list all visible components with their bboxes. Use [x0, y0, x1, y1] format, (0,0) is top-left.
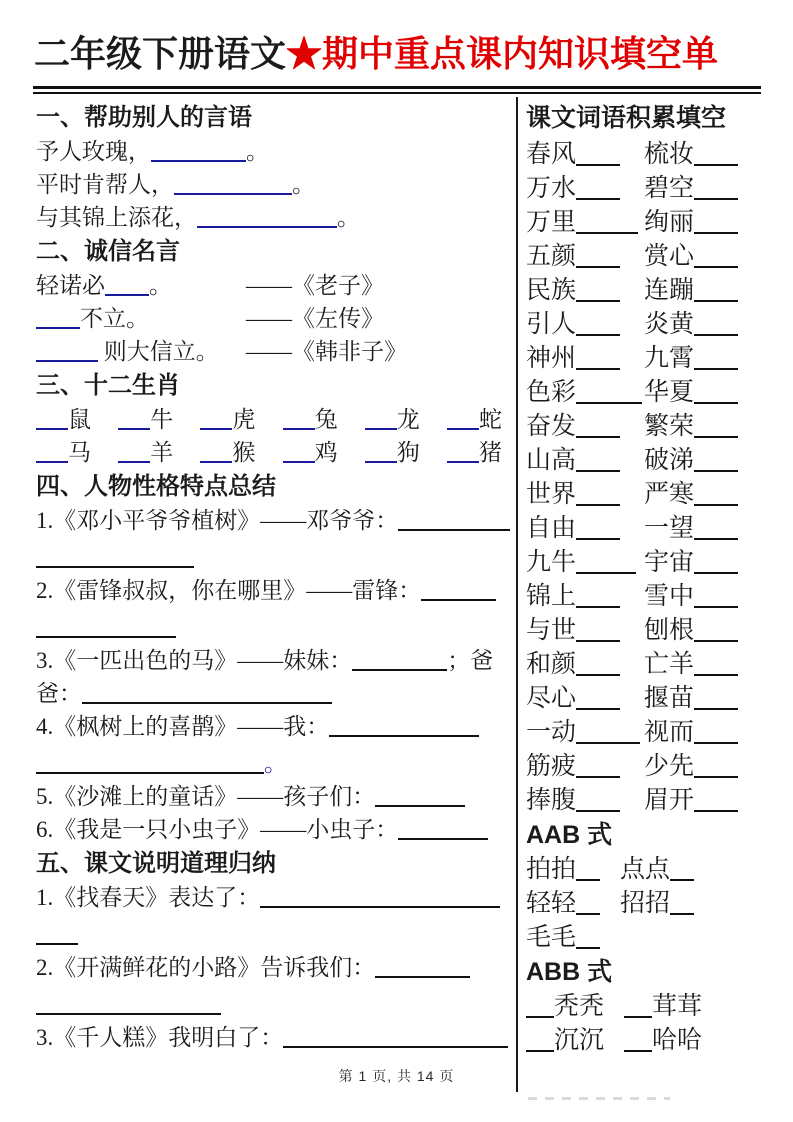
word-pair-row	[526, 682, 758, 716]
word-stem: 视而	[644, 719, 695, 746]
word-stem: 哈哈	[652, 1027, 703, 1054]
word-pair-row	[526, 138, 758, 172]
blank-underline	[283, 408, 315, 430]
blank-underline	[36, 307, 80, 329]
blank-underline	[694, 380, 738, 404]
word-pair-row	[526, 376, 758, 410]
blank-underline	[694, 414, 738, 438]
text-run: 2.《开满鲜花的小路》告诉我们：	[36, 955, 376, 980]
word-pair-cell	[526, 580, 644, 614]
fill-line	[36, 135, 512, 168]
blank-underline	[36, 923, 78, 945]
zodiac-animal: 猴	[232, 440, 256, 465]
zodiac-animal: 马	[68, 440, 91, 465]
word-pair-cell	[644, 342, 738, 376]
word-pair-list	[526, 138, 758, 1058]
quote-source: ——《左传》	[246, 306, 384, 331]
quote-source: ——《韩非子》	[246, 339, 407, 364]
blank-underline	[576, 652, 620, 676]
word-pair-row	[526, 853, 758, 887]
blank-underline	[576, 176, 620, 200]
column-divider	[516, 97, 518, 1092]
blank-underline	[576, 516, 620, 540]
word-pair-cell	[644, 750, 738, 784]
blank-underline	[694, 142, 738, 166]
word-pair-cell	[526, 648, 644, 682]
word-stem: 秃秃	[554, 993, 605, 1020]
word-pair-cell	[644, 784, 738, 818]
word-stem: 沉沉	[554, 1027, 605, 1054]
word-pair-cell	[644, 172, 738, 206]
zodiac-item	[200, 436, 255, 469]
zodiac-item	[365, 436, 420, 469]
blank-underline	[576, 244, 620, 268]
word-pair-cell	[526, 274, 644, 308]
word-stem: 与世	[526, 617, 577, 644]
quote-question	[36, 269, 246, 302]
zodiac-item	[365, 403, 420, 436]
fill-line	[36, 677, 512, 710]
quote-line	[36, 335, 512, 368]
quote-question	[36, 335, 246, 368]
blank-underline	[670, 857, 694, 881]
blank-underline	[283, 1026, 508, 1048]
word-pair-row	[526, 512, 758, 546]
blank-underline	[576, 142, 620, 166]
zodiac-animal: 狗	[396, 440, 420, 465]
word-stem: 色彩	[526, 379, 577, 406]
word-pair-row	[526, 240, 758, 274]
zodiac-item	[36, 403, 91, 436]
blank-underline	[283, 441, 315, 463]
blank-underline	[36, 408, 68, 430]
blank-underline	[200, 408, 232, 430]
zodiac-animal: 龙	[396, 407, 420, 432]
word-pair-row	[526, 274, 758, 308]
zodiac-item	[118, 436, 173, 469]
blank-underline	[118, 408, 150, 430]
quote-line	[36, 269, 512, 302]
zodiac-item	[200, 403, 255, 436]
word-stem: 一望	[644, 515, 695, 542]
zodiac-item	[36, 436, 91, 469]
word-pair-row	[526, 410, 758, 444]
word-stem: 春风	[526, 141, 577, 168]
word-stem: 九牛	[526, 549, 577, 576]
word-stem: 点点	[620, 856, 671, 883]
zodiac-animal: 蛇	[478, 407, 502, 432]
blank-underline	[526, 1028, 554, 1052]
left-column	[36, 100, 512, 1054]
quote-source: ——《老子》	[246, 273, 384, 298]
blank-underline	[197, 206, 337, 228]
word-pair-cell	[526, 376, 644, 410]
word-pair-cell	[526, 784, 644, 818]
blank-underline	[36, 441, 68, 463]
word-pair-cell	[526, 512, 644, 546]
text-run: 3.《千人糕》我明白了：	[36, 1025, 284, 1050]
word-stem: 和颜	[526, 651, 577, 678]
word-pair-cell	[644, 138, 738, 172]
word-stem: 碧空	[644, 175, 695, 202]
word-pair-cell	[526, 750, 644, 784]
blank-underline	[694, 652, 738, 676]
word-stem: 茸茸	[652, 993, 703, 1020]
fill-line	[36, 813, 512, 846]
word-stem: 招招	[620, 890, 671, 917]
word-pair-row	[526, 887, 758, 921]
blank-underline	[375, 785, 465, 807]
blank-underline	[576, 550, 636, 574]
blank-underline	[576, 448, 620, 472]
text-run: 1.《找春天》表达了：	[36, 885, 261, 910]
blank-underline	[526, 994, 554, 1018]
zodiac-row	[36, 403, 502, 436]
blank-underline	[421, 579, 496, 601]
word-pair-cell	[644, 274, 738, 308]
word-pair-cell	[526, 716, 644, 750]
blank-underline	[576, 686, 620, 710]
word-pair-cell	[644, 410, 738, 444]
blank-underline	[694, 210, 738, 234]
blank-underline	[694, 278, 738, 302]
text-run: 6.《我是一只小虫子》——小虫子：	[36, 817, 399, 842]
word-pair-cell	[644, 206, 738, 240]
word-pair-row	[526, 342, 758, 376]
word-pair-cell	[644, 308, 738, 342]
fill-line	[36, 881, 512, 914]
word-pair-cell	[526, 206, 644, 240]
word-pair-row	[526, 478, 758, 512]
word-stem: 亡羊	[644, 651, 695, 678]
word-pair-row	[526, 921, 758, 955]
word-pair-cell	[644, 444, 738, 478]
word-pair-cell	[526, 410, 644, 444]
blank-underline	[694, 788, 738, 812]
quote-question	[36, 302, 246, 335]
text-run: 4.《枫树上的喜鹊》——我：	[36, 714, 330, 739]
blank-underline	[576, 482, 620, 506]
blank-underline	[36, 752, 264, 774]
zodiac-animal: 羊	[150, 440, 174, 465]
word-pair-row	[526, 990, 758, 1024]
zodiac-animal: 兔	[314, 407, 338, 432]
blank-underline	[694, 584, 738, 608]
word-stem: 神州	[526, 345, 577, 372]
blank-underline	[694, 754, 738, 778]
blank-underline	[694, 312, 738, 336]
word-stem: 万里	[526, 209, 577, 236]
blank-underline	[576, 584, 620, 608]
text-run: 平时肯帮人，	[36, 172, 174, 197]
word-pair-row	[526, 546, 758, 580]
blank-underline	[694, 516, 738, 540]
subsection-heading: AAB 式	[526, 821, 613, 849]
word-stem: 民族	[526, 277, 577, 304]
word-stem: 眉开	[644, 787, 695, 814]
blank-underline	[105, 274, 149, 296]
blank-underline	[365, 408, 397, 430]
text-run: 。	[292, 172, 315, 197]
word-pair-cell	[644, 512, 738, 546]
word-pair-row	[526, 784, 758, 818]
word-pair-cell	[526, 1024, 624, 1058]
word-stem: 一动	[526, 719, 577, 746]
blank-underline	[36, 993, 221, 1015]
blank-underline	[694, 720, 738, 744]
section-heading: 四、人物性格特点总结	[36, 473, 276, 500]
blank-underline	[694, 448, 738, 472]
fill-line	[36, 710, 512, 743]
word-stem: 连蹦	[644, 277, 695, 304]
word-stem: 赏心	[644, 243, 695, 270]
fill-line	[36, 988, 512, 1021]
word-stem: 山高	[526, 447, 577, 474]
blank-underline	[576, 278, 620, 302]
blank-underline	[447, 441, 479, 463]
word-pair-cell	[644, 478, 738, 512]
blank-underline	[82, 682, 332, 704]
word-pair-cell	[644, 614, 738, 648]
word-pair-cell	[620, 887, 714, 921]
text-run: 则大信立。	[98, 339, 219, 364]
blank-underline	[200, 441, 232, 463]
blank-underline	[694, 550, 738, 574]
zodiac-item	[283, 436, 338, 469]
title-double-rule	[33, 86, 761, 94]
zodiac-item	[447, 403, 502, 436]
word-stem: 毛毛	[526, 924, 577, 951]
fill-line	[36, 747, 512, 780]
blank-underline	[118, 441, 150, 463]
section-heading: 五、课文说明道理归纳	[36, 850, 276, 877]
zodiac-animal: 牛	[150, 407, 174, 432]
word-pair-cell	[526, 853, 620, 887]
word-pair-cell	[526, 444, 644, 478]
zodiac-item	[118, 403, 173, 436]
subsection-heading: ABB 式	[526, 958, 613, 986]
text-run: ；爸	[447, 648, 494, 673]
word-pair-cell	[644, 682, 738, 716]
blank-underline	[329, 715, 479, 737]
word-pair-row	[526, 716, 758, 750]
fill-line	[36, 574, 512, 607]
word-pair-cell	[526, 308, 644, 342]
fill-line	[36, 611, 512, 644]
word-stem: 破涕	[644, 447, 695, 474]
text-run: 爸：	[36, 681, 82, 706]
blank-underline	[576, 857, 600, 881]
word-stem: 尽心	[526, 685, 577, 712]
text-run: 5.《沙滩上的童话》——孩子们：	[36, 784, 376, 809]
blank-underline	[694, 618, 738, 642]
zodiac-item	[447, 436, 502, 469]
zodiac-animal: 鼠	[68, 407, 91, 432]
word-pair-cell	[644, 580, 738, 614]
fill-line	[36, 780, 512, 813]
fill-line	[36, 541, 512, 574]
blank-underline	[694, 482, 738, 506]
text-run: 2.《雷锋叔叔，你在哪里》——雷锋：	[36, 578, 422, 603]
word-stem: 雪中	[644, 583, 695, 610]
blank-underline	[576, 380, 642, 404]
blank-underline	[576, 788, 620, 812]
word-pair-cell	[526, 138, 644, 172]
blank-underline	[375, 956, 470, 978]
blank-underline	[694, 176, 738, 200]
word-stem: 少先	[644, 753, 695, 780]
word-stem: 筋疲	[526, 753, 577, 780]
word-stem: 梳妆	[644, 141, 695, 168]
text-run: 。	[246, 139, 269, 164]
fill-line	[36, 201, 512, 234]
word-stem: 九霄	[644, 345, 695, 372]
word-pair-row	[526, 750, 758, 784]
word-stem: 轻轻	[526, 890, 577, 917]
blank-underline	[447, 408, 479, 430]
fill-line	[36, 918, 512, 951]
blank-underline	[576, 925, 600, 949]
zodiac-animal: 猪	[478, 440, 502, 465]
page-title	[34, 26, 760, 77]
word-stem: 自由	[526, 515, 577, 542]
word-stem: 五颜	[526, 243, 577, 270]
zodiac-animal: 鸡	[314, 440, 338, 465]
word-pair-row	[526, 308, 758, 342]
word-stem: 揠苗	[644, 685, 695, 712]
right-column	[526, 100, 758, 1058]
word-pair-cell	[624, 1024, 722, 1058]
word-pair-row	[526, 444, 758, 478]
word-pair-row	[526, 206, 758, 240]
quote-line	[36, 302, 512, 335]
text-run: 与其锦上添花，	[36, 205, 197, 230]
word-stem: 拍拍	[526, 856, 577, 883]
blank-underline	[576, 210, 638, 234]
blank-underline	[624, 1028, 652, 1052]
text-run: 1.《邓小平爷爷植树》——邓爷爷：	[36, 508, 399, 533]
word-pair-cell	[526, 990, 624, 1024]
word-stem: 刨根	[644, 617, 695, 644]
page-edge-artifact	[528, 1097, 670, 1100]
blank-underline	[36, 340, 98, 362]
blank-underline	[576, 754, 620, 778]
section-heading: 二、诚信名言	[36, 238, 180, 265]
blank-underline	[576, 414, 620, 438]
word-stem: 炎黄	[644, 311, 695, 338]
section-heading: 一、帮助别人的言语	[36, 104, 252, 131]
text-run: 轻诺必	[36, 273, 105, 298]
right-column-heading: 课文词语积累填空	[526, 104, 727, 132]
word-stem: 宇宙	[644, 549, 695, 576]
word-stem: 捧腹	[526, 787, 577, 814]
blank-underline	[151, 140, 246, 162]
word-pair-row	[526, 614, 758, 648]
blank-underline	[398, 818, 488, 840]
word-pair-cell	[644, 546, 738, 580]
blank-underline	[694, 346, 738, 370]
word-stem: 世界	[526, 481, 577, 508]
word-pair-cell	[644, 648, 738, 682]
word-pair-cell	[526, 240, 644, 274]
word-pair-cell	[526, 887, 620, 921]
word-pair-cell	[526, 614, 644, 648]
text-run: 予人玫瑰，	[36, 139, 151, 164]
text-run: 3.《一匹出色的马》——妹妹：	[36, 648, 353, 673]
fill-line	[36, 1021, 512, 1054]
word-stem: 奋发	[526, 413, 577, 440]
blank-underline	[36, 616, 176, 638]
word-pair-cell	[526, 921, 620, 955]
word-pair-cell	[644, 376, 738, 410]
word-stem: 繁荣	[644, 413, 695, 440]
text-run: 。	[337, 205, 360, 230]
word-stem: 绚丽	[644, 209, 695, 236]
blank-underline	[576, 720, 640, 744]
word-pair-cell	[526, 342, 644, 376]
blank-underline	[365, 441, 397, 463]
word-pair-cell	[624, 990, 722, 1024]
blank-underline	[398, 509, 510, 531]
zodiac-animal: 虎	[232, 407, 256, 432]
fill-line	[36, 504, 512, 537]
word-pair-row	[526, 648, 758, 682]
word-pair-cell	[526, 546, 644, 580]
fill-line	[36, 644, 512, 677]
word-stem: 严寒	[644, 481, 695, 508]
blank-underline	[694, 686, 738, 710]
text-run: 。	[149, 273, 172, 298]
blank-underline	[174, 173, 292, 195]
blank-underline	[576, 618, 620, 642]
word-pair-cell	[644, 240, 738, 274]
word-stem: 锦上	[526, 583, 577, 610]
page-title-red: ★期中重点课内知识填空单	[286, 34, 719, 74]
zodiac-item	[283, 403, 338, 436]
word-pair-cell	[526, 478, 644, 512]
blank-underline	[576, 312, 620, 336]
blank-underline	[352, 649, 447, 671]
page-title-black: 二年级下册语文	[34, 34, 287, 74]
text-run: 不立。	[80, 306, 149, 331]
word-pair-row	[526, 1024, 758, 1058]
word-stem: 引人	[526, 311, 577, 338]
text-run: 。	[264, 751, 287, 776]
word-pair-cell	[526, 172, 644, 206]
blank-underline	[260, 886, 500, 908]
word-pair-row	[526, 580, 758, 614]
blank-underline	[36, 546, 194, 568]
word-stem: 万水	[526, 175, 577, 202]
blank-underline	[624, 994, 652, 1018]
fill-line	[36, 168, 512, 201]
word-pair-row	[526, 172, 758, 206]
page-number: 第 1 页, 共 14 页	[338, 1068, 455, 1084]
blank-underline	[670, 891, 694, 915]
blank-underline	[576, 346, 620, 370]
word-pair-cell	[644, 716, 738, 750]
word-pair-cell	[620, 853, 714, 887]
word-pair-cell	[526, 682, 644, 716]
blank-underline	[576, 891, 600, 915]
word-stem: 华夏	[644, 379, 695, 406]
blank-underline	[694, 244, 738, 268]
fill-line	[36, 951, 512, 984]
section-heading: 三、十二生肖	[36, 372, 180, 399]
zodiac-row	[36, 436, 502, 469]
